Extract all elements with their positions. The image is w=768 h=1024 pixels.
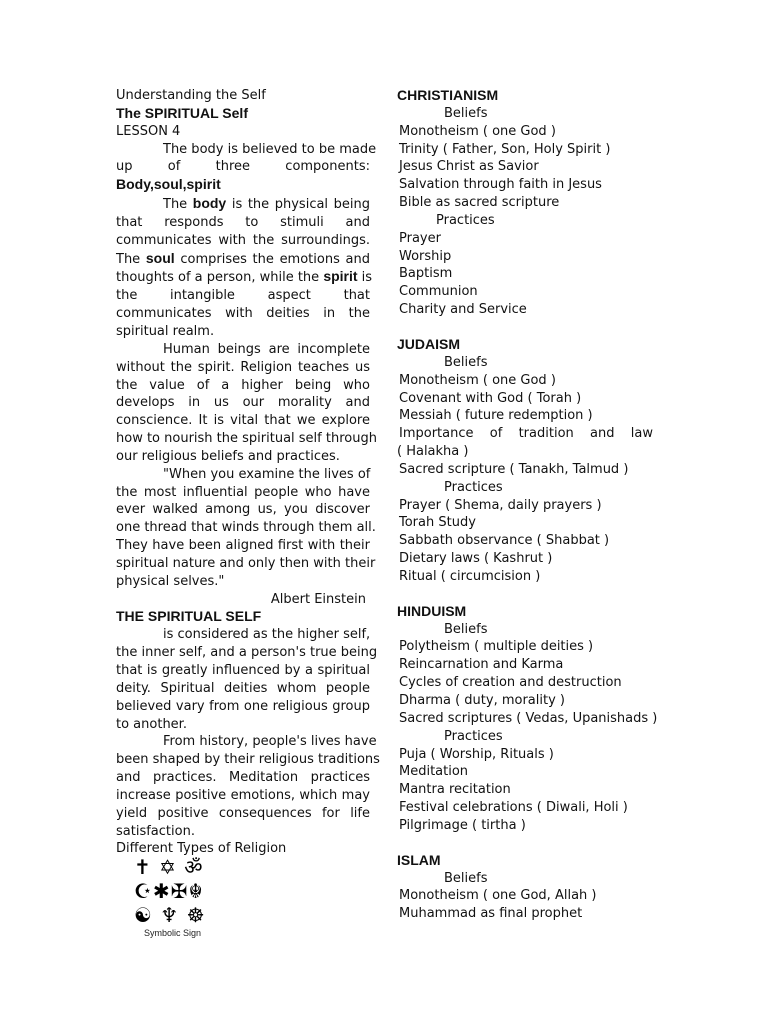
list-item: Importance of tradition and law bbox=[399, 426, 653, 442]
list-item: Polytheism ( multiple deities ) bbox=[399, 639, 594, 655]
components-bold: Body,soul,spirit bbox=[116, 176, 221, 193]
quote-author: Albert Einstein bbox=[270, 591, 366, 607]
list-item: Monotheism ( one God, Allah ) bbox=[399, 888, 597, 904]
christianity-title: CHRISTIANISM bbox=[397, 87, 499, 103]
practices-label: Practices bbox=[444, 728, 503, 744]
paragraph-line: communicates with deities in the bbox=[116, 306, 370, 322]
left-column bbox=[116, 87, 380, 858]
paragraph-line: thoughts of a person, while the spirit is bbox=[116, 268, 373, 286]
religion-symbol-row: ☪✱✠☬ bbox=[134, 879, 204, 903]
spirit-term: spirit bbox=[323, 268, 358, 285]
section-title: THE SPIRITUAL SELF bbox=[116, 608, 262, 625]
quote-line: spiritual nature and only then with their bbox=[116, 555, 376, 571]
paragraph-line: the intangible aspect that bbox=[116, 288, 370, 304]
practices-label: Practices bbox=[436, 212, 495, 228]
list-item-continuation: ( Halakha ) bbox=[397, 444, 469, 460]
list-item: Trinity ( Father, Son, Holy Spirit ) bbox=[399, 141, 611, 157]
paragraph-line: communicates with the surroundings. bbox=[116, 232, 370, 248]
list-item: Mantra recitation bbox=[399, 782, 511, 798]
paragraph-line: conscience. It is vital that we explore bbox=[116, 413, 370, 429]
list-item: Dietary laws ( Kashrut ) bbox=[399, 551, 553, 567]
list-item: Communion bbox=[399, 284, 478, 300]
paragraph-line: the inner self, and a person's true being bbox=[116, 645, 378, 661]
list-item: Prayer ( Shema, daily prayers ) bbox=[399, 497, 602, 513]
paragraph-line: up of three components: bbox=[116, 159, 370, 175]
islam-title: ISLAM bbox=[397, 851, 441, 868]
list-item: Bible as sacred scripture bbox=[399, 195, 560, 211]
list-item: Sacred scripture ( Tanakh, Talmud ) bbox=[399, 461, 629, 477]
list-item: Monotheism ( one God ) bbox=[399, 372, 556, 388]
paragraph-line: increase positive emotions, which may bbox=[116, 787, 370, 803]
list-item: Charity and Service bbox=[399, 302, 527, 318]
paragraph-line: our religious beliefs and practices. bbox=[116, 448, 340, 464]
list-item: Pilgrimage ( tirtha ) bbox=[399, 817, 526, 833]
list-item: Prayer bbox=[399, 230, 441, 246]
symbols-caption: Symbolic Sign bbox=[144, 928, 202, 938]
paragraph-line: the value of a higher being who bbox=[116, 377, 370, 393]
paragraph-line: without the spirit. Religion teaches us bbox=[116, 359, 370, 375]
types-label: Different Types of Religion bbox=[116, 841, 287, 857]
paragraph-line: The body is the physical being bbox=[163, 195, 370, 213]
paragraph-line: believed vary from one religious group bbox=[116, 698, 370, 714]
lesson-label: LESSON 4 bbox=[116, 123, 181, 139]
judaism-title: JUDAISM bbox=[397, 335, 461, 352]
quote-line: "When you examine the lives of bbox=[163, 466, 371, 482]
beliefs-label: Beliefs bbox=[444, 870, 488, 886]
list-item: Ritual ( circumcision ) bbox=[399, 568, 541, 584]
right-column bbox=[397, 87, 658, 923]
paragraph-line: that responds to stimuli and bbox=[116, 214, 370, 230]
paragraph-line: The body is believed to be made bbox=[163, 141, 377, 157]
paragraph-line: been shaped by their religious traditions bbox=[116, 752, 380, 768]
soul-term: soul bbox=[145, 249, 175, 266]
paragraph-line: Human beings are incomplete bbox=[163, 341, 370, 357]
list-item: Meditation bbox=[399, 764, 469, 780]
beliefs-label: Beliefs bbox=[444, 105, 488, 121]
quote-line: one thread that winds through them all. bbox=[116, 520, 376, 536]
list-item: Muhammad as final prophet bbox=[399, 906, 583, 922]
paragraph-line: and practices. Meditation practices bbox=[116, 770, 370, 786]
practices-label: Practices bbox=[444, 479, 503, 495]
paragraph-line: deity. Spiritual deities whom people bbox=[116, 680, 370, 696]
list-item: Worship bbox=[399, 248, 452, 264]
list-item: Monotheism ( one God ) bbox=[399, 123, 556, 139]
paragraph-line: develops in us our morality and bbox=[116, 395, 370, 411]
page-title: The SPIRITUAL Self bbox=[116, 104, 248, 121]
list-item: Festival celebrations ( Diwali, Holi ) bbox=[399, 800, 628, 816]
paragraph-line: spiritual realm. bbox=[116, 323, 215, 339]
hinduism-title: HINDUISM bbox=[397, 602, 467, 619]
list-item: Dharma ( duty, morality ) bbox=[399, 693, 565, 708]
paragraph-line: that is greatly influenced by a spiritual bbox=[116, 663, 370, 678]
list-item: Covenant with God ( Torah ) bbox=[399, 390, 582, 406]
paragraph-line: is considered as the higher self, bbox=[163, 627, 371, 643]
quote-line: physical selves." bbox=[116, 573, 225, 589]
document-header: Understanding the Self bbox=[116, 88, 266, 103]
list-item: Torah Study bbox=[399, 515, 476, 531]
religious-symbols-image bbox=[134, 855, 226, 938]
list-item: Cycles of creation and destruction bbox=[399, 675, 622, 691]
list-item: Sabbath observance ( Shabbat ) bbox=[399, 533, 610, 549]
list-item: Jesus Christ as Savior bbox=[399, 159, 539, 175]
list-item: Sacred scriptures ( Vedas, Upanishads ) bbox=[399, 710, 658, 726]
paragraph-line: yield positive consequences for life bbox=[116, 805, 370, 821]
beliefs-label: Beliefs bbox=[444, 354, 488, 370]
list-item: Baptism bbox=[399, 266, 453, 282]
paragraph-line: satisfaction. bbox=[116, 823, 195, 839]
paragraph-line: to another. bbox=[116, 716, 187, 732]
beliefs-label: Beliefs bbox=[444, 621, 488, 637]
list-item: Reincarnation and Karma bbox=[399, 657, 564, 673]
religion-symbol-row: ☯ ♆ ☸ bbox=[134, 903, 206, 927]
list-item: Salvation through faith in Jesus bbox=[399, 177, 602, 193]
quote-line: They have been aligned first with their bbox=[116, 538, 370, 554]
list-item: Messiah ( future redemption ) bbox=[399, 408, 593, 424]
paragraph-line: how to nourish the spiritual self through bbox=[116, 431, 377, 447]
body-term: body bbox=[192, 195, 227, 212]
religion-symbol-row: ✝ ✡ ॐ bbox=[134, 855, 204, 879]
quote-line: the most influential people who have bbox=[116, 484, 370, 500]
quote-line: ever walked among us, you discover bbox=[116, 502, 370, 518]
paragraph-line: The soul comprises the emotions and bbox=[116, 249, 370, 267]
paragraph-line: From history, people's lives have bbox=[163, 734, 377, 750]
list-item: Puja ( Worship, Rituals ) bbox=[399, 746, 554, 762]
